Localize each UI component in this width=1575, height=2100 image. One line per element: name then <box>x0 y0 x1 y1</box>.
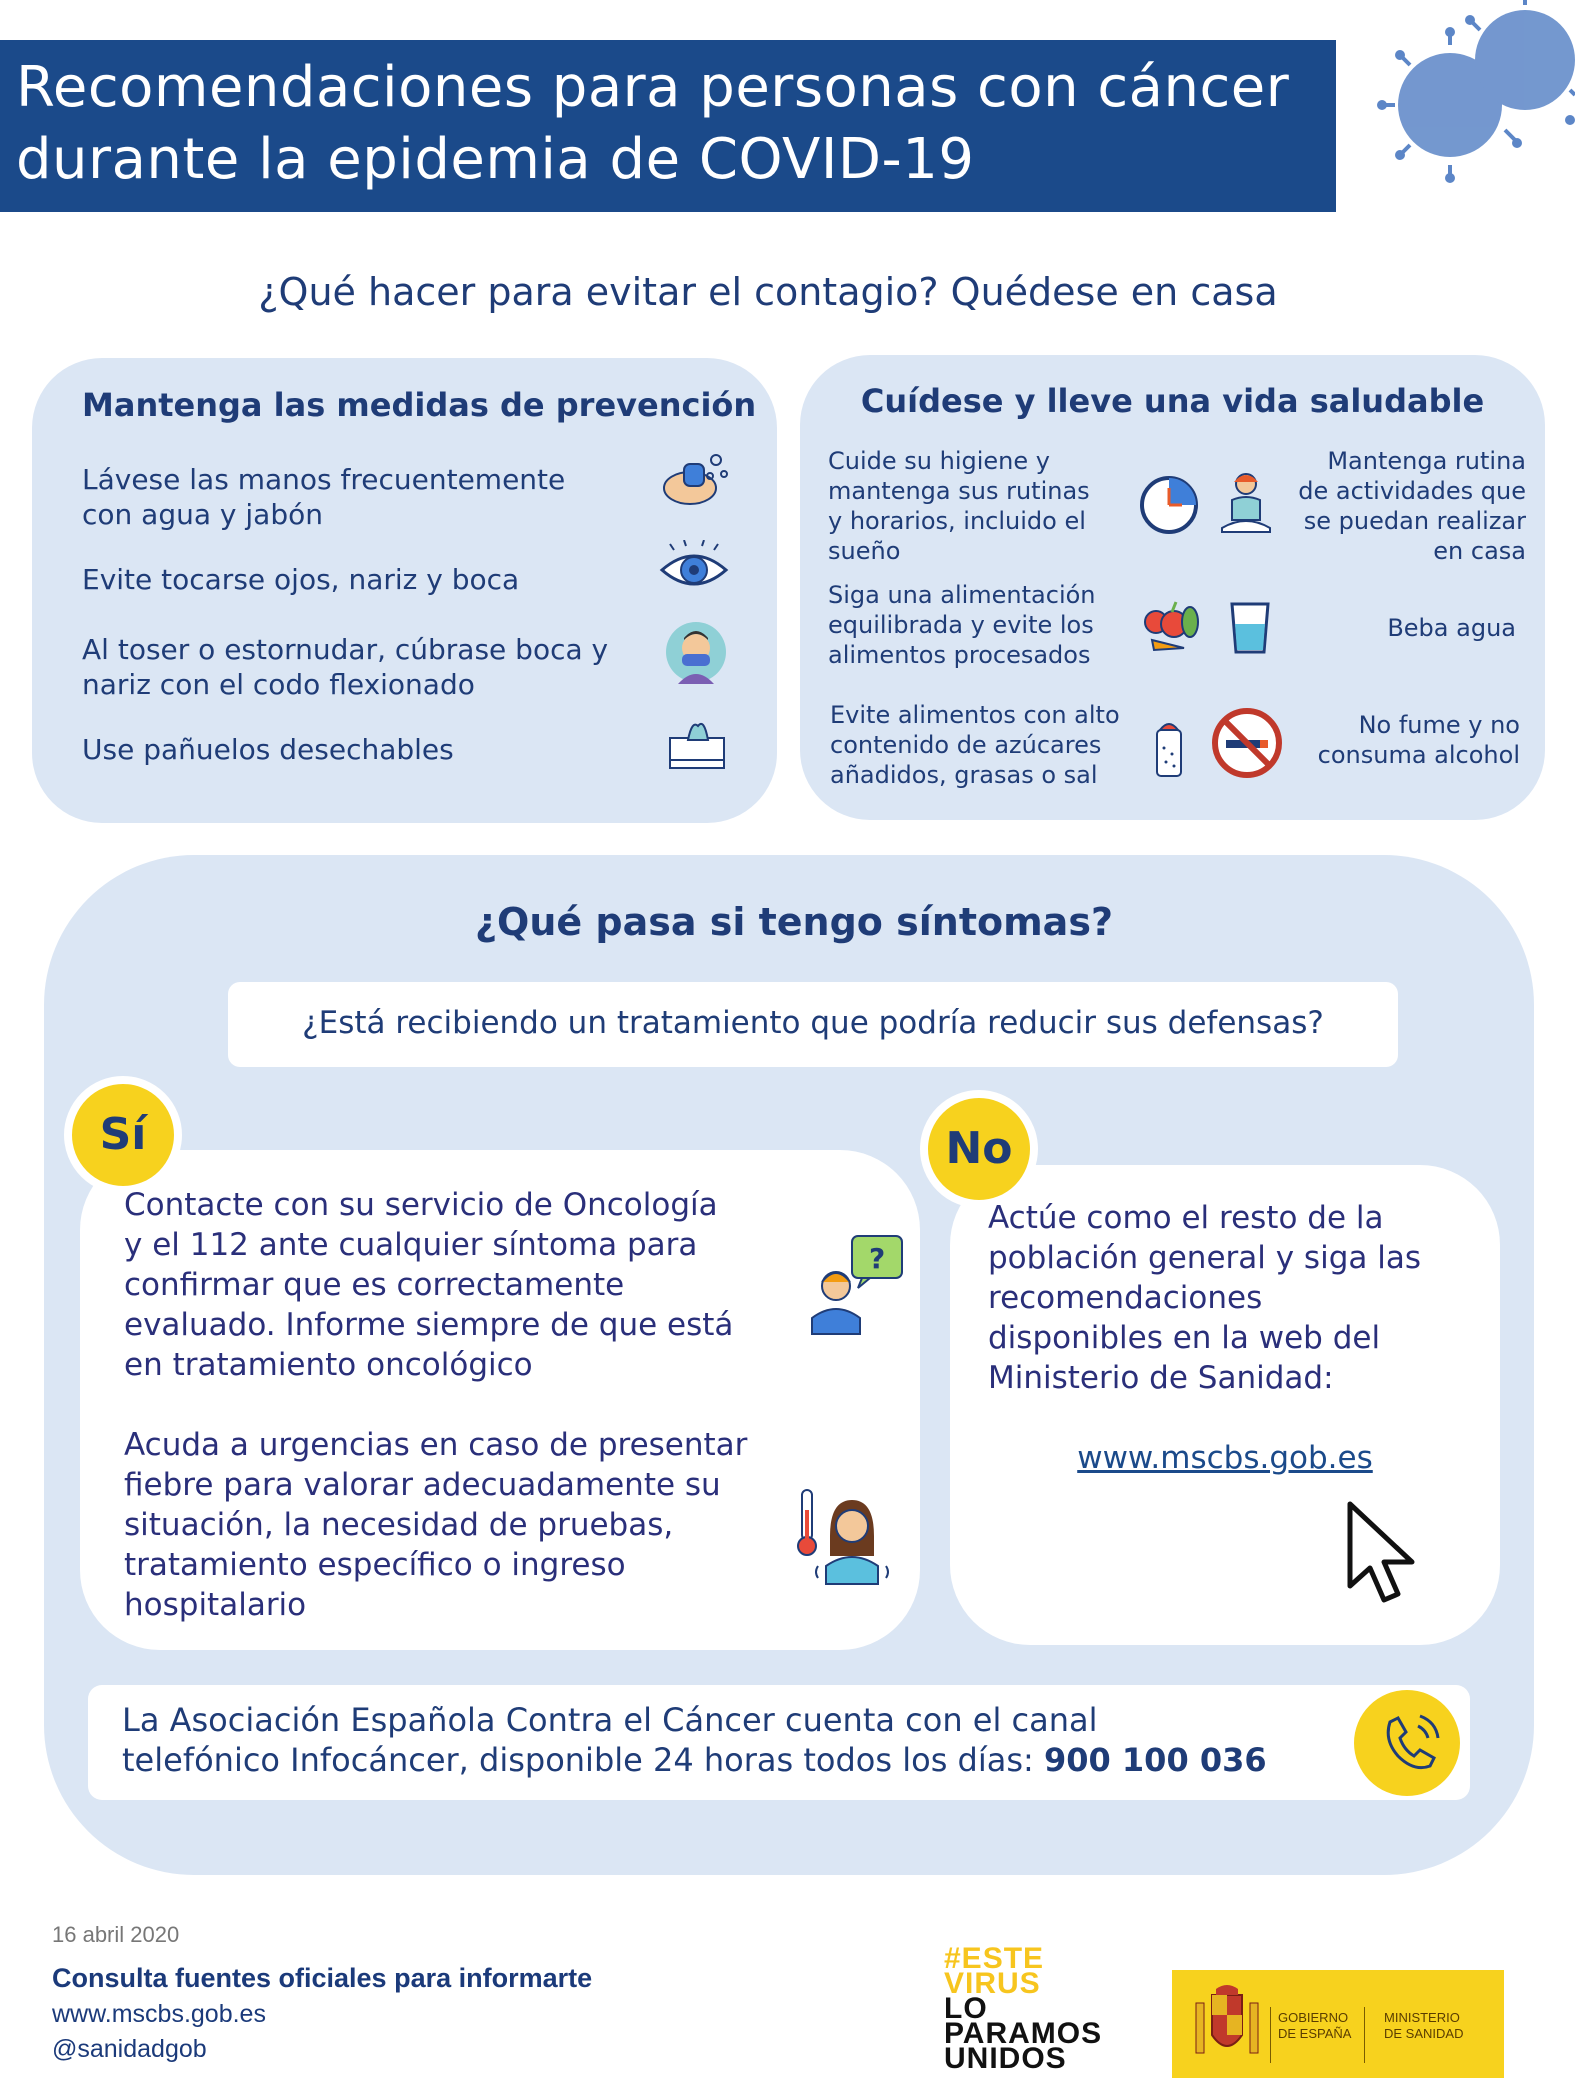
water-glass-icon <box>1228 600 1272 656</box>
healthy-item-text: añadidos, grasas o sal <box>830 761 1098 789</box>
aecc-text-line: La Asociación Española Contra el Cáncer cuenta con el canal <box>122 1701 1098 1739</box>
publication-date: 16 abril 2020 <box>52 1922 180 1947</box>
yes-text-line: hospitalario <box>124 1587 307 1623</box>
treatment-question: ¿Está recibiendo un tratamiento que podría reducir sus defensas? <box>302 1005 1324 1041</box>
yes-text-line: en tratamiento oncológico <box>124 1347 533 1383</box>
eye-icon <box>658 540 730 596</box>
yes-text-line: fiebre para valorar adecuadamente su <box>124 1467 721 1503</box>
prevention-section-title: ¿Qué hacer para evitar el contagio? Quédese en casa <box>258 270 1278 314</box>
healthy-item-text: No fume y no <box>1358 711 1520 739</box>
healthy-item-text: equilibrada y evite los <box>828 611 1094 639</box>
no-paragraph <box>988 1198 1468 1398</box>
healthy-item-text: Cuide su higiene y <box>828 447 1050 475</box>
salt-shaker-icon <box>1152 718 1186 782</box>
tissue-box-icon <box>666 716 728 772</box>
campaign-line: LO <box>944 1992 988 2025</box>
healthy-item-water <box>1300 613 1516 643</box>
phone-icon[interactable] <box>1352 1688 1462 1798</box>
gov-label-line: GOBIERNO <box>1278 2010 1349 2025</box>
coat-of-arms-icon <box>1190 1985 1264 2065</box>
prevention-item-tissues <box>82 732 642 767</box>
page-title <box>16 52 1336 196</box>
healthy-item-activities <box>1260 446 1526 566</box>
consult-sources: Consulta fuentes oficiales para informarte <box>52 1963 593 1993</box>
prevention-item-sneeze <box>82 632 662 702</box>
healthy-item-no-smoke <box>1290 710 1520 770</box>
campaign-line: PARAMOS <box>944 2017 1103 2050</box>
gov-label-line: MINISTERIO <box>1384 2010 1460 2025</box>
healthy-item-text: Mantenga rutina <box>1327 447 1526 475</box>
prevention-item-text: Al toser o estornudar, cúbrase boca y <box>82 633 609 666</box>
no-badge: No <box>920 1090 1038 1208</box>
campaign-logo <box>944 1942 1103 2075</box>
svg-text:?: ? <box>869 1242 886 1275</box>
healthy-item-text: alimentos procesados <box>828 641 1091 669</box>
campaign-line: #ESTE <box>944 1942 1045 1975</box>
symptoms-section-title: ¿Qué pasa si tengo síntomas? <box>474 900 1113 944</box>
no-smoking-icon <box>1210 706 1284 780</box>
virus-decoration-icon <box>1355 0 1575 190</box>
fruit-vegetables-icon <box>1142 598 1204 656</box>
healthy-item-text: Beba agua <box>1387 614 1516 642</box>
prevention-item-text: nariz con el codo flexionado <box>82 668 475 701</box>
prevention-item-text: Use pañuelos desechables <box>82 733 454 766</box>
yes-text-line: y el 112 ante cualquier síntoma para <box>124 1227 698 1263</box>
healthy-item-text: se puedan realizar <box>1303 507 1526 535</box>
healthy-item-sugar <box>830 700 1150 790</box>
healthy-item-diet <box>828 580 1128 670</box>
prevention-item-handwash <box>82 462 642 532</box>
hand-washing-icon <box>660 450 730 510</box>
ministry-label <box>1384 2010 1463 2042</box>
healthy-item-text: sueño <box>828 537 901 565</box>
prevention-item-eyes <box>82 562 642 597</box>
page-title-line2: durante la epidemia de COVID-19 <box>16 127 975 192</box>
healthy-item-text: consuma alcohol <box>1317 741 1520 769</box>
yes-text-line: Contacte con su servicio de Oncología <box>124 1187 718 1223</box>
no-text-line: disponibles en la web del <box>988 1320 1381 1356</box>
prevention-item-text: Lávese las manos frecuentemente <box>82 463 566 496</box>
government-label <box>1278 2010 1351 2042</box>
fever-patient-icon <box>796 1486 892 1586</box>
footer-twitter[interactable]: @sanidadgob <box>52 2035 207 2063</box>
no-text-line: población general y siga las <box>988 1240 1421 1276</box>
footer-website[interactable]: www.mscbs.gob.es <box>52 2000 266 2028</box>
page-title-line1: Recomendaciones para personas con cáncer <box>16 55 1290 120</box>
healthy-item-text: Siga una alimentación <box>828 581 1096 609</box>
aecc-text <box>122 1700 1322 1780</box>
prevention-item-text: con agua y jabón <box>82 498 323 531</box>
yes-paragraph-oncology <box>124 1185 824 1385</box>
ministry-website-link[interactable]: www.mscbs.gob.es <box>1077 1440 1373 1476</box>
aecc-text-line <box>122 1740 1322 1780</box>
prevention-panel-title: Mantenga las medidas de prevención <box>82 386 757 424</box>
aecc-text-prefix: telefónico Infocáncer, disponible 24 horas todos los días: <box>122 1741 1044 1779</box>
yes-text-line: confirmar que es correctamente <box>124 1267 625 1303</box>
yes-text-line: Acuda a urgencias en caso de presentar <box>124 1427 748 1463</box>
logo-divider <box>1270 2007 1271 2063</box>
campaign-line: UNIDOS <box>944 2042 1067 2075</box>
no-text-line: recomendaciones <box>988 1280 1263 1316</box>
yes-text-line: tratamiento específico o ingreso <box>124 1547 626 1583</box>
logo-divider <box>1364 2007 1365 2063</box>
gov-label-line: DE SANIDAD <box>1384 2026 1464 2041</box>
yes-text-line: evaluado. Informe siempre de que está <box>124 1307 734 1343</box>
prevention-item-text: Evite tocarse ojos, nariz y boca <box>82 563 520 596</box>
healthy-item-text: de actividades que <box>1298 477 1526 505</box>
sneeze-icon <box>664 620 728 684</box>
healthy-item-text: en casa <box>1433 537 1526 565</box>
gov-label-line: DE ESPAÑA <box>1278 2026 1352 2041</box>
healthy-item-text: Evite alimentos con alto <box>830 701 1120 729</box>
healthy-item-text: y horarios, incluido el <box>828 507 1086 535</box>
no-text-line: Actúe como el resto de la <box>988 1200 1384 1236</box>
healthy-item-hygiene <box>828 446 1128 566</box>
healthy-item-text: mantenga sus rutinas <box>828 477 1090 505</box>
healthy-life-panel-title: Cuídese y lleve una vida saludable <box>860 382 1485 420</box>
clock-icon <box>1138 474 1200 536</box>
healthy-item-text: contenido de azúcares <box>830 731 1102 759</box>
yes-text-line: situación, la necesidad de pruebas, <box>124 1507 674 1543</box>
yes-paragraph-emergency <box>124 1425 824 1625</box>
campaign-line: VIRUS <box>944 1967 1041 2000</box>
mouse-cursor-icon <box>1344 1500 1418 1606</box>
infocancer-phone[interactable]: 900 100 036 <box>1043 1741 1267 1779</box>
doctor-question-icon <box>808 1234 908 1338</box>
no-text-line: Ministerio de Sanidad: <box>988 1360 1334 1396</box>
yes-badge: Sí <box>64 1076 182 1194</box>
